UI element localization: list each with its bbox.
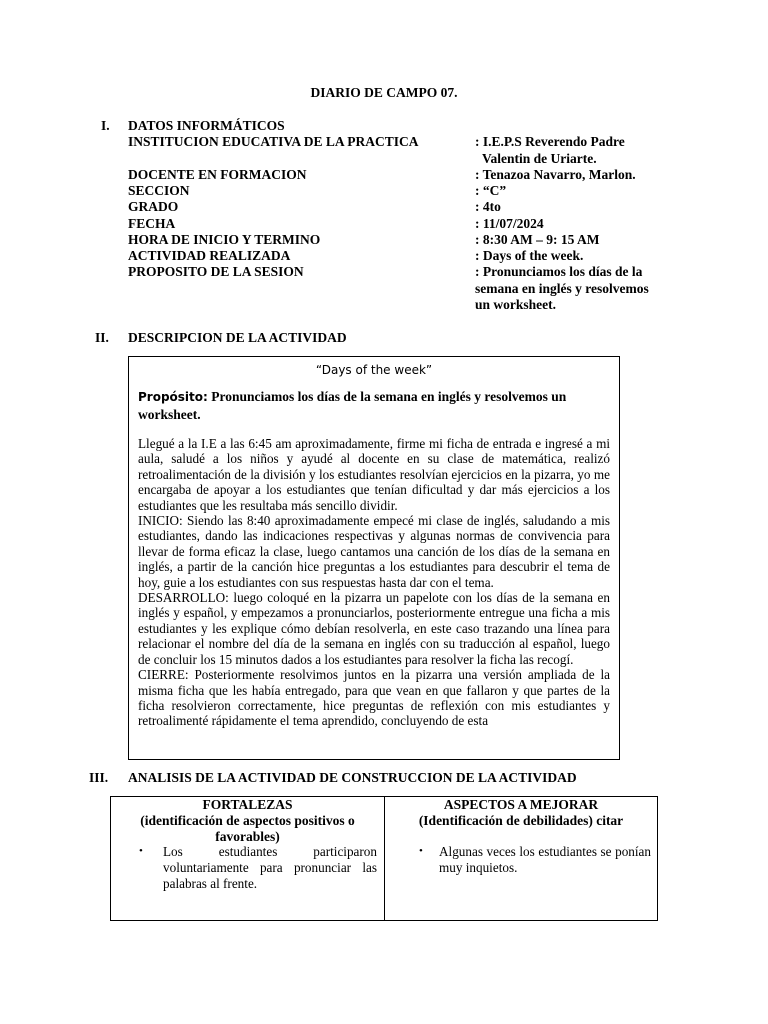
activity-description-box	[128, 356, 620, 760]
proposito-value-line3: un worksheet.	[475, 297, 557, 312]
document-title: DIARIO DE CAMPO 07.	[310, 85, 458, 100]
section-3-number: III.	[89, 770, 109, 785]
fortalezas-subtitle-line1: (identificación de aspectos positivos o	[140, 813, 355, 828]
fortalezas-title: FORTALEZAS	[202, 797, 293, 812]
analysis-table	[110, 796, 658, 921]
proposito-label: PROPOSITO DE LA SESION	[128, 264, 304, 279]
section-1-title: DATOS INFORMÁTICOS	[128, 118, 285, 133]
hora-value: : 8:30 AM – 9: 15 AM	[475, 232, 600, 247]
grado-value: : 4to	[475, 199, 501, 214]
mejorar-title: ASPECTOS A MEJORAR	[443, 797, 599, 812]
actividad-value: : Days of the week.	[475, 248, 584, 263]
actividad-label: ACTIVIDAD REALIZADA	[128, 248, 291, 263]
seccion-label: SECCION	[128, 183, 190, 198]
purpose-label: Propósito:	[138, 390, 208, 404]
paragraph-cierre: CIERRE: Posteriormente resolvimos juntos en la pizarra una versión ampliada de la misma ficha que les había entregado, para que vean en que fallaron y que partes de la ficha resolvieron correctamente, hice preguntas de reflexión con mis estudiantes y retroalimenté rápidamente el tema aprendido, concluyendo de esta	[138, 667, 610, 729]
mejorar-subtitle: (Identificación de debilidades) citar	[418, 813, 624, 828]
fortalezas-bullet: •	[139, 845, 143, 857]
fortalezas-subtitle-line2: favorables)	[215, 829, 280, 844]
activity-purpose	[138, 388, 610, 423]
institucion-value-line2: Valentin de Uriarte.	[482, 151, 597, 166]
mejorar-bullet: •	[419, 845, 423, 857]
seccion-value: : “C”	[475, 183, 507, 198]
section-2-title: DESCRIPCION DE LA ACTIVIDAD	[128, 330, 347, 345]
proposito-value-line2: semana en inglés y resolvemos	[475, 281, 649, 296]
fecha-label: FECHA	[128, 216, 176, 231]
section-1-number: I.	[101, 118, 110, 133]
activity-heading: “Days of the week”	[315, 363, 433, 377]
docente-value: : Tenazoa Navarro, Marlon.	[475, 167, 636, 182]
paragraph-desarrollo: DESARROLLO: luego coloqué en la pizarra un papelote con los días de la semana en inglés y español, y empezamos a pronunciarlos, posteriormente entregue una ficha a mis estudiantes y les explique cómo debían resolverla, en este caso trazando una línea para relacionar el nombre del día de la semana en inglés con su traducción al español, luego de concluir los 15 minutos dados a los estudiantes para resolver la ficha las recogí.	[138, 590, 610, 667]
fortalezas-column	[111, 797, 384, 891]
paragraph-arrival: Llegué a la I.E a las 6:45 am aproximadamente, firme mi ficha de entrada e ingresé a mi aula, saludé a los niños y ayudé al docente en su clase de matemática, realizó retroalimentación de la división y los estudiantes resolvían ejercicios en la pizarra, yo me encargaba de apoyar a los estudiantes que tenían dificultad y dar más ejercicios a los estudiantes que les resultaba más sencillo dividir.	[138, 436, 610, 513]
proposito-value-line1: : Pronunciamos los días de la	[475, 264, 643, 279]
hora-label: HORA DE INICIO Y TERMINO	[128, 232, 321, 247]
mejorar-column	[385, 797, 657, 875]
institucion-value-line1: : I.E.P.S Reverendo Padre	[475, 134, 625, 149]
docente-label: DOCENTE EN FORMACION	[128, 167, 307, 182]
purpose-text: Pronunciamos los días de la semana en inglés y resolvemos un worksheet.	[138, 389, 567, 422]
section-2-number: II.	[95, 330, 109, 345]
section-3-title: ANALISIS DE LA ACTIVIDAD DE CONSTRUCCION DE LA ACTIVIDAD	[128, 770, 577, 785]
grado-label: GRADO	[128, 199, 179, 214]
fecha-value: : 11/07/2024	[475, 216, 544, 231]
institucion-label: INSTITUCION EDUCATIVA DE LA PRACTICA	[128, 134, 419, 149]
fortalezas-item: Los estudiantes participaron voluntariamente para pronunciar las palabras al frente.	[163, 844, 377, 891]
mejorar-item: Algunas veces los estudiantes se ponían muy inquietos.	[439, 844, 651, 875]
paragraph-inicio: INICIO: Siendo las 8:40 aproximadamente empecé mi clase de inglés, saludando a mis estudiantes, dando las indicaciones respectivas y algunas normas de convivencia para llevar de forma eficaz la clase, luego cantamos una canción de los días de la semana en inglés, a partir de la canción hice preguntas a los estudiantes para descubrir el tema de hoy, guie a los estudiantes con sus respuestas hasta dar con el tema.	[138, 513, 610, 590]
